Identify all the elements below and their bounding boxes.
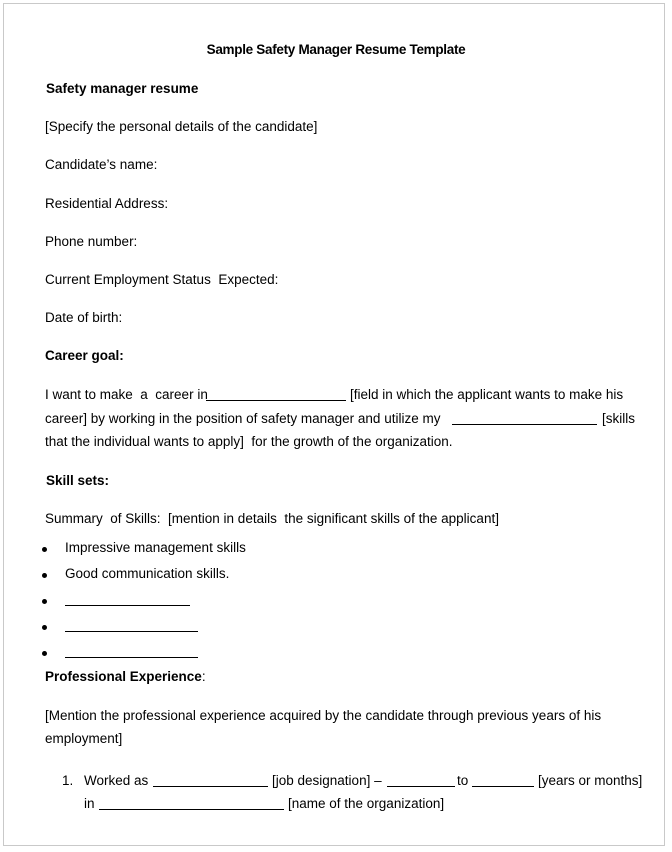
skill-blank <box>65 657 198 658</box>
residential-address-label: Residential Address: <box>45 196 169 211</box>
career-line2-a: career] by working in the position of safety manager and utilize my <box>45 411 441 426</box>
bullet-icon <box>42 547 47 552</box>
experience-instruction-line2: employment] <box>45 731 123 746</box>
phone-number-label: Phone number: <box>45 234 138 249</box>
candidate-name-label: Candidate’s name: <box>45 157 158 172</box>
years-or-months-label: [years or months] <box>538 773 643 788</box>
experience-heading: Professional Experience <box>45 669 202 684</box>
skill-sets-heading: Skill sets: <box>46 473 110 488</box>
to-date-blank <box>472 786 534 787</box>
personal-instruction: [Specify the personal details of the candidate] <box>45 119 318 134</box>
skills-blank <box>452 424 597 425</box>
date-of-birth-label: Date of birth: <box>45 310 123 325</box>
career-line1-b: [field in which the applicant wants to make his <box>350 387 624 402</box>
job-designation-blank <box>153 786 268 787</box>
skill-blank <box>65 605 190 606</box>
bullet-icon <box>42 651 47 656</box>
worked-as-label: Worked as <box>84 773 149 788</box>
organization-blank <box>99 809 284 810</box>
career-line3: that the individual wants to apply] for the growth of the organization. <box>45 434 453 449</box>
skill-item: Impressive management skills <box>65 540 246 555</box>
experience-item-number: 1. <box>62 773 74 788</box>
career-line1-a: I want to make a career in <box>45 387 208 402</box>
job-designation-label: [job designation] – <box>272 773 382 788</box>
career-line2-b: [skills <box>602 411 635 426</box>
from-date-blank <box>387 786 455 787</box>
field-blank <box>206 400 346 401</box>
skill-blank <box>65 631 198 632</box>
career-goal-heading: Career goal: <box>45 348 124 363</box>
skill-item: Good communication skills. <box>65 566 230 581</box>
resume-heading: Safety manager resume <box>46 81 199 96</box>
in-label: in <box>84 796 95 811</box>
bullet-icon <box>42 573 47 578</box>
experience-instruction-line1: [Mention the professional experience acquired by the candidate through previous years of his <box>45 708 602 723</box>
to-label: to <box>457 773 469 788</box>
skills-summary: Summary of Skills: [mention in details the significant skills of the applicant] <box>45 511 499 526</box>
bullet-icon <box>42 599 47 604</box>
document-title: Sample Safety Manager Resume Template <box>206 42 466 57</box>
experience-heading-colon: : <box>201 669 206 684</box>
bullet-icon <box>42 625 47 630</box>
organization-label: [name of the organization] <box>288 796 445 811</box>
experience-heading-wrap <box>45 668 206 686</box>
employment-status-label: Current Employment Status Expected: <box>45 272 279 287</box>
